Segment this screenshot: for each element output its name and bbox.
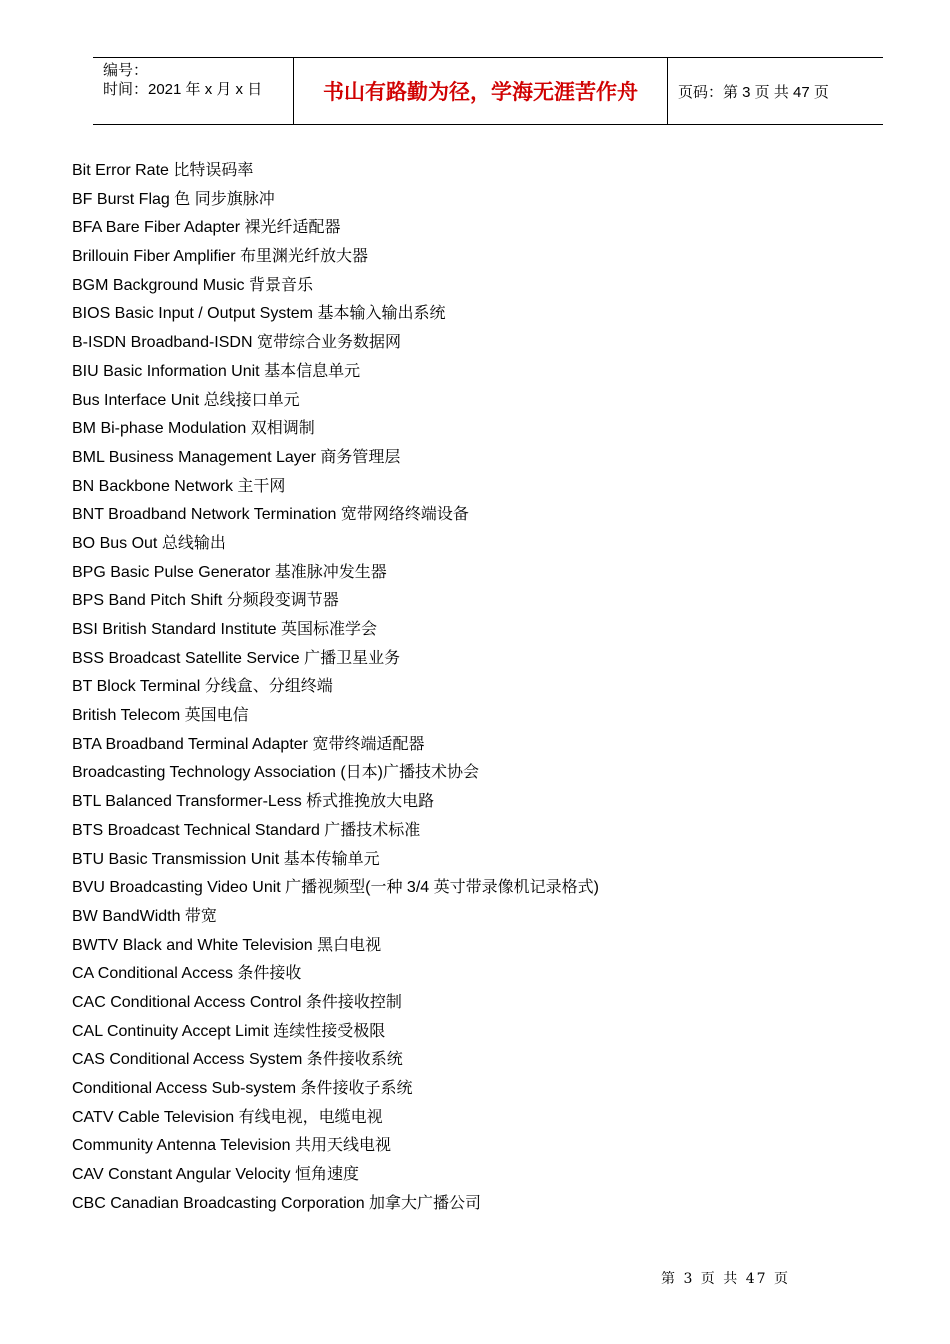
glossary-entry: Bus Interface Unit 总线接口单元	[72, 391, 300, 409]
glossary-entry: BPG Basic Pulse Generator 基准脉冲发生器	[72, 563, 387, 581]
glossary-entry: BNT Broadband Network Termination 宽带网络终端设备	[72, 506, 469, 524]
document-time-label: 时间：2021 年 x 月 x 日	[103, 81, 263, 98]
page-header	[93, 57, 883, 125]
glossary-entry: CA Conditional Access 条件接收	[72, 965, 302, 983]
glossary-entry: CAV Constant Angular Velocity 恒角速度	[72, 1166, 359, 1184]
glossary-entry: BSS Broadcast Satellite Service 广播卫星业务	[72, 649, 401, 667]
glossary-entry: BTU Basic Transmission Unit 基本传输单元	[72, 850, 380, 868]
glossary-entry: BIOS Basic Input / Output System 基本输入输出系统	[72, 305, 446, 323]
glossary-entry: Bit Error Rate 比特误码率	[72, 162, 254, 179]
glossary-entry: BO Bus Out 总线输出	[72, 534, 226, 552]
glossary-entry: BF Burst Flag 色 同步旗脉冲	[72, 190, 275, 208]
glossary-entry: BTA Broadband Terminal Adapter 宽带终端适配器	[72, 735, 425, 753]
glossary-entry: BVU Broadcasting Video Unit 广播视频型(一种 3/4 英寸带录像机记录格式)	[72, 879, 599, 897]
glossary-entry: CBC Canadian Broadcasting Corporation 加拿大广播公司	[72, 1194, 482, 1212]
header-motto: 书山有路勤为径，学海无涯苦作舟	[294, 58, 668, 124]
glossary-entry: BM Bi-phase Modulation 双相调制	[72, 420, 315, 438]
glossary-entry: BTL Balanced Transformer-Less 桥式推挽放大电路	[72, 793, 435, 811]
glossary-entry: CAC Conditional Access Control 条件接收控制	[72, 993, 402, 1011]
page-footer: 第 3 页 共 47 页	[661, 1271, 790, 1287]
header-page-info: 页码：第 3 页 共 47 页	[678, 83, 829, 101]
glossary-list	[72, 157, 599, 1218]
glossary-entry: Conditional Access Sub-system 条件接收子系统	[72, 1080, 413, 1097]
glossary-entry: BPS Band Pitch Shift 分频段变调节器	[72, 592, 339, 610]
glossary-entry: BGM Background Music 背景音乐	[72, 276, 313, 294]
glossary-entry: BWTV Black and White Television 黑白电视	[72, 936, 382, 954]
glossary-entry: BT Block Terminal 分线盒、分组终端	[72, 678, 333, 696]
glossary-entry: BW BandWidth 带宽	[72, 907, 217, 925]
glossary-entry: BFA Bare Fiber Adapter 裸光纤适配器	[72, 219, 341, 237]
header-meta-cell	[93, 58, 294, 124]
document-number-label: 编号：	[103, 62, 149, 79]
glossary-entry: B-ISDN Broadband-ISDN 宽带综合业务数据网	[72, 334, 401, 352]
glossary-entry: BSI British Standard Institute 英国标准学会	[72, 621, 377, 638]
glossary-entry: CATV Cable Television 有线电视，电缆电视	[72, 1108, 383, 1126]
glossary-entry: Brillouin Fiber Amplifier 布里渊光纤放大器	[72, 248, 369, 266]
glossary-entry: Broadcasting Technology Association (日本)广播技术协会	[72, 764, 479, 782]
glossary-entry: BN Backbone Network 主干网	[72, 477, 286, 495]
glossary-entry: CAS Conditional Access System 条件接收系统	[72, 1051, 403, 1069]
glossary-entry: CAL Continuity Accept Limit 连续性接受极限	[72, 1022, 386, 1040]
glossary-entry: British Telecom 英国电信	[72, 707, 249, 725]
glossary-entry: BML Business Management Layer 商务管理层	[72, 448, 401, 466]
glossary-entry: BTS Broadcast Technical Standard 广播技术标准	[72, 821, 421, 839]
glossary-entry: BIU Basic Information Unit 基本信息单元	[72, 362, 361, 380]
glossary-entry: Community Antenna Television 共用天线电视	[72, 1137, 391, 1155]
